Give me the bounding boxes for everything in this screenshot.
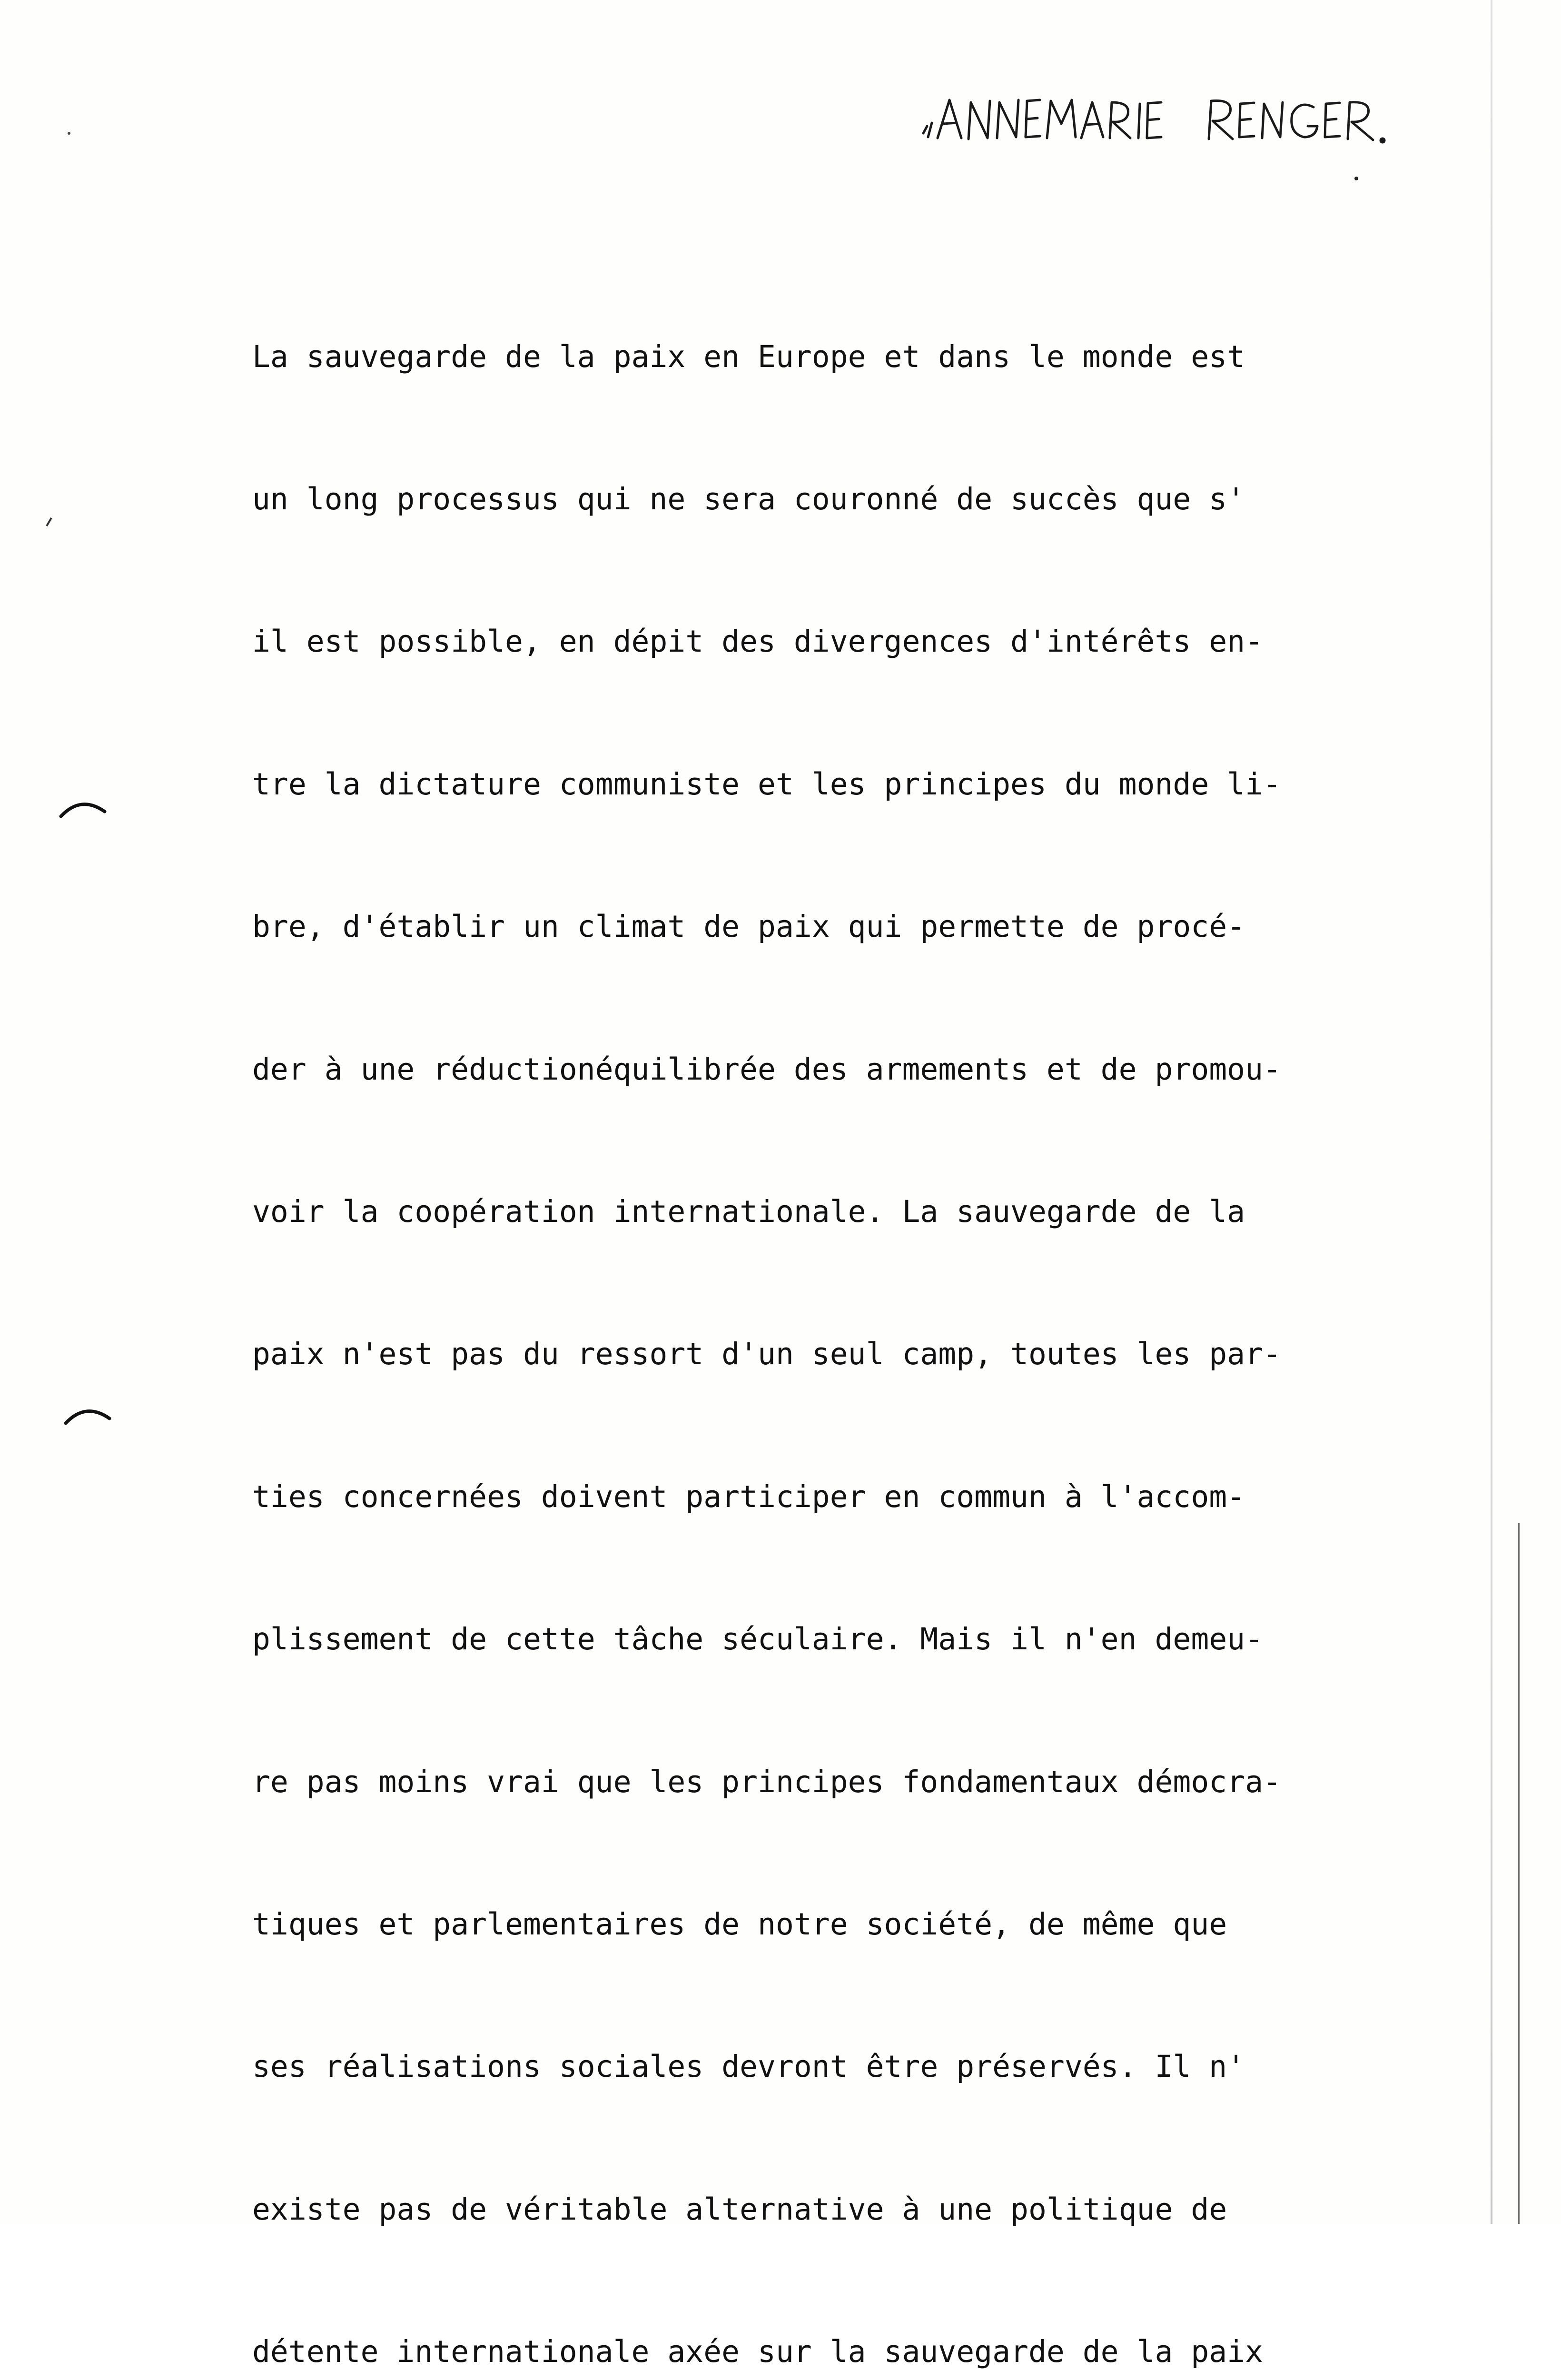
stray-mark <box>62 1402 114 1430</box>
text-line: un long processus qui ne sera couronné de succès que s' <box>252 481 1245 516</box>
page-edge-shadow <box>1518 1523 1520 2224</box>
text-line: re pas moins vrai que les principes fondamentaux démocra- <box>252 1764 1281 1799</box>
stray-dot <box>1352 174 1361 183</box>
text-line: ties concernées doivent participer en commun à l'accom- <box>252 1479 1245 1514</box>
text-line: voir la coopération internationale. La sauvegarde de la <box>252 1194 1245 1229</box>
text-line: paix n'est pas du ressort d'un seul camp, toutes les par- <box>252 1337 1281 1372</box>
text-line: tiques et parlementaires de notre société, de même que <box>252 1906 1227 1942</box>
page-edge-line <box>1491 0 1492 2224</box>
document-body <box>252 238 1394 2380</box>
text-line: bre, d'établir un climat de paix qui permette de procé- <box>252 909 1245 944</box>
text-line: ses réalisations sociales devront être préservés. Il n' <box>252 2049 1245 2084</box>
text-line: détente internationale axée sur la sauvegarde de la paix <box>252 2334 1264 2370</box>
text-line: der à une réductionéquilibrée des armements et de promou- <box>252 1051 1281 1087</box>
text-line: tre la dictature communiste et les principes du monde li- <box>252 766 1281 802</box>
text-line: existe pas de véritable alternative à une politique de <box>252 2192 1227 2227</box>
stray-dot <box>64 129 74 138</box>
text-line: La sauvegarde de la paix en Europe et dans le monde est <box>252 339 1245 374</box>
handwritten-signature <box>904 81 1428 157</box>
stray-dot <box>43 514 57 528</box>
stray-mark <box>57 795 109 823</box>
text-line: plissement de cette tâche séculaire. Mais il n'en demeu- <box>252 1622 1264 1657</box>
paragraph <box>252 238 1394 2380</box>
text-line: il est possible, en dépit des divergences d'intérêts en- <box>252 624 1264 659</box>
